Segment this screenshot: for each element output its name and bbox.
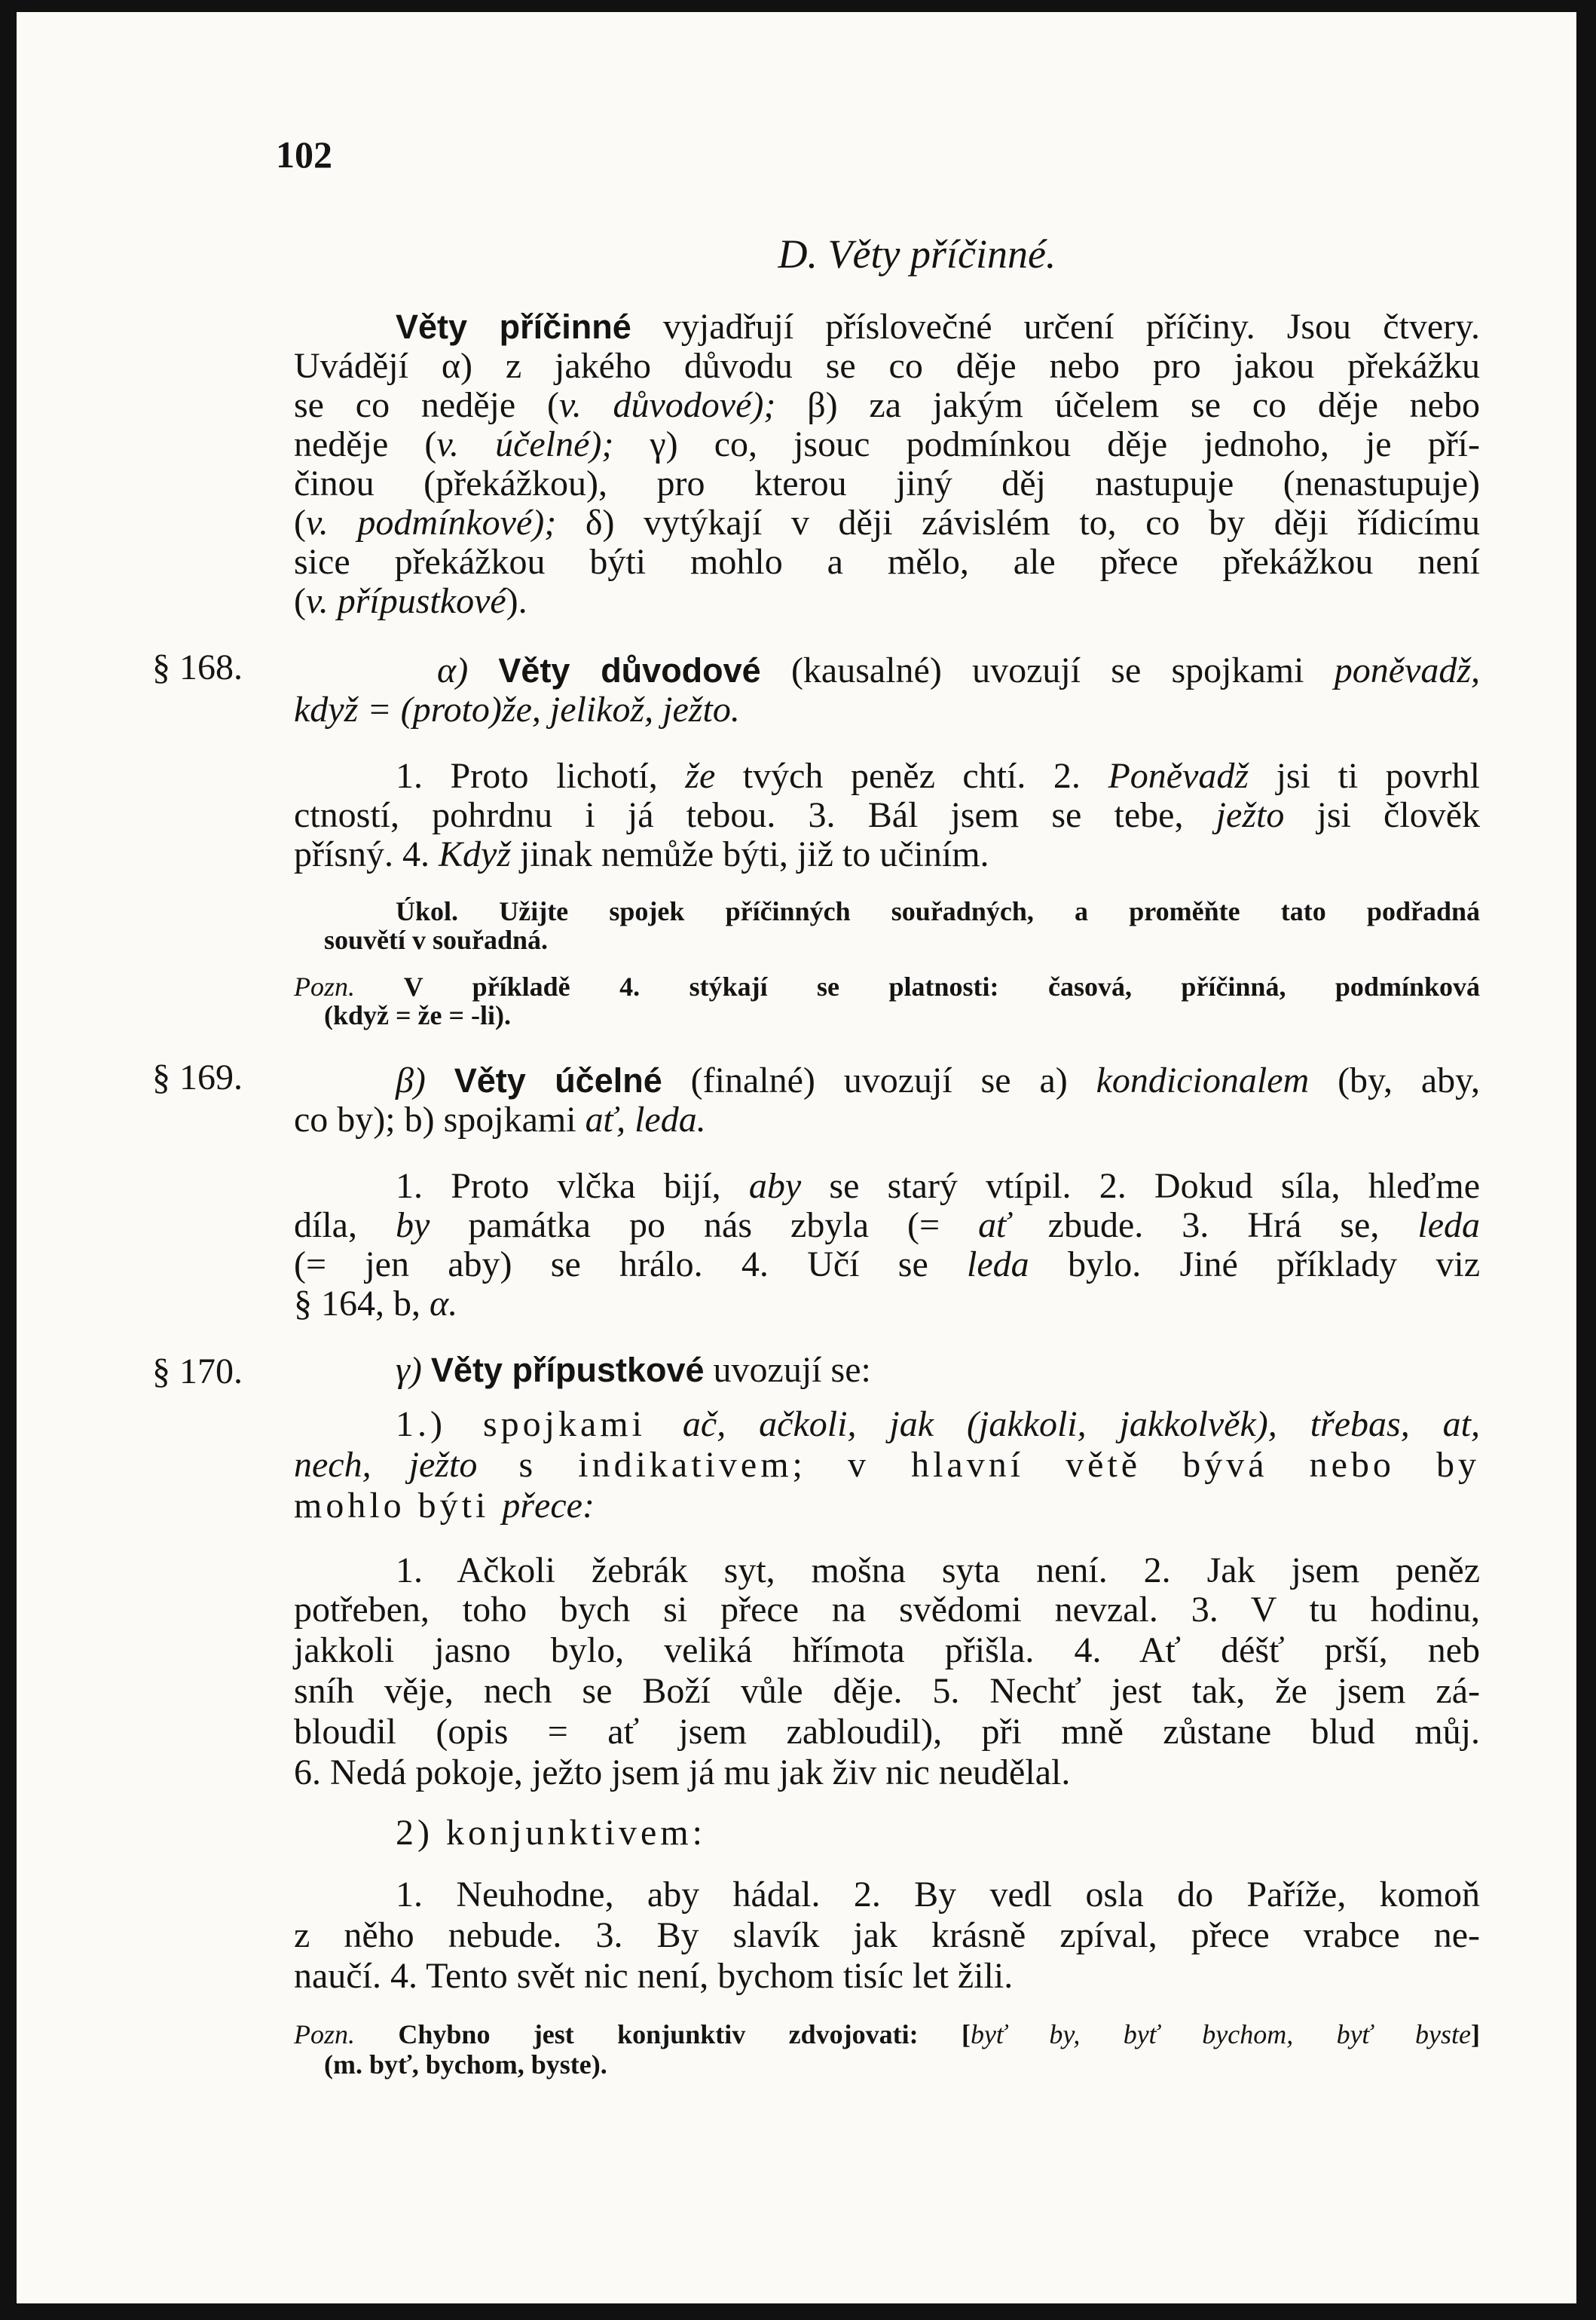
- bold-term: Věty příčinné: [396, 308, 631, 346]
- s168-line: α) Věty důvodové (kausalné) uvozují se spojkami poněvadž,: [437, 650, 1480, 690]
- intro-line: neděje (v. účelné); γ) co, jsouc podmínkou děje jednoho, je pří-: [294, 424, 1480, 464]
- bold-term: Věty účelné: [454, 1061, 662, 1100]
- intro-line: činou (překážkou), pro kterou jiný děj nastupuje (nenastupuje): [294, 464, 1480, 503]
- s170-example: z něho nebude. 3. By slavík jak krásně zpíval, přece vrabce ne-: [294, 1915, 1480, 1955]
- remark-note: Pozn. V příkladě 4. stýkají se platnosti: časová, příčinná, podmínková: [294, 972, 1480, 1002]
- s168-example: 1. Proto lichotí, že tvých peněz chtí. 2. Poněvadž jsi ti povrhl: [396, 756, 1481, 796]
- intro-line: Věty příčinné vyjadřují příslovečné určení příčiny. Jsou čtvery.: [396, 307, 1481, 347]
- s170-example: potřeben, toho bych si přece na svědomi nevzal. 3. V tu hodinu,: [294, 1590, 1480, 1630]
- paragraph-mark-168: § 168.: [152, 647, 243, 687]
- task-note: souvětí v souřadná.: [324, 925, 549, 955]
- s170-line: nech, ježto s indikativem; v hlavní větě bývá nebo by: [294, 1445, 1481, 1485]
- intro-line: sice překážkou býti mohlo a mělo, ale přece překážkou není: [294, 542, 1480, 582]
- s170-line: mohlo býti přece:: [294, 1486, 595, 1526]
- s170-example: 1. Ačkoli žebrák syt, mošna syta není. 2. Jak jsem peněz: [396, 1550, 1480, 1590]
- bold-term: Věty přípustkové: [430, 1351, 705, 1389]
- paragraph-mark-169: § 169.: [152, 1057, 243, 1097]
- s170-example: jakkoli jasno bylo, veliká hřímota přišla. 4. Ať déšť prší, neb: [294, 1630, 1480, 1670]
- s169-example: § 164, b, α.: [294, 1284, 458, 1324]
- s169-example: (= jen aby) se hrálo. 4. Učí se leda bylo. Jiné příklady viz: [294, 1244, 1480, 1284]
- s169-line: β) Věty účelné (finalné) uvozují se a) kondicionalem (by, aby,: [396, 1061, 1481, 1100]
- s170-example: bloudil (opis = ať jsem zabloudil), při mně zůstane blud můj.: [294, 1712, 1480, 1752]
- s170-line: 1.) spojkami ač, ačkoli, jak (jakkoli, jakkolvěk), třebas, at,: [396, 1404, 1481, 1444]
- s170-example: sníh věje, nech se Boží vůle děje. 5. Nechť jest tak, že jsem zá-: [294, 1671, 1480, 1711]
- intro-line: se co neděje (v. důvodové); β) za jakým účelem se co děje nebo: [294, 385, 1480, 425]
- remark-note: (m. byť, bychom, byste).: [324, 2049, 607, 2080]
- s170-line: γ) Věty přípustkové uvozují se:: [396, 1350, 871, 1390]
- task-note: Úkol. Užijte spojek příčinných souřadných, a proměňte tato podřadná: [396, 896, 1480, 926]
- s170-example: naučí. 4. Tento svět nic není, bychom tisíc let žili.: [294, 1956, 1014, 1996]
- section-title: D. Věty příčinné.: [778, 231, 1056, 277]
- bold-term: Věty důvodové: [498, 651, 761, 690]
- s169-example: díla, by památka po nás zbyla (= ať zbude. 3. Hrá se, leda: [294, 1205, 1480, 1245]
- s168-line: když = (proto)že, jelikož, ježto.: [294, 690, 740, 730]
- intro-line: (v. přípustkové).: [294, 581, 527, 621]
- book-page: [17, 12, 1576, 2303]
- remark-note: (když = že = -li).: [324, 1000, 511, 1030]
- page-number: 102: [276, 133, 332, 176]
- remark-note: Pozn. Chybno jest konjunktiv zdvojovati: [byť by, byť bychom, byť byste]: [294, 2019, 1480, 2049]
- s169-line: co by); b) spojkami ať, leda.: [294, 1100, 706, 1140]
- intro-line: (v. podmínkové); δ) vytýkají v ději závislém to, co by ději řídicímu: [294, 503, 1480, 543]
- s170-line: 2) konjunktivem:: [396, 1813, 706, 1853]
- s170-example: 1. Neuhodne, aby hádal. 2. By vedl osla do Paříže, komoň: [396, 1875, 1480, 1914]
- paragraph-mark-170: § 170.: [152, 1351, 243, 1391]
- s170-example: 6. Nedá pokoje, ježto jsem já mu jak živ nic neudělal.: [294, 1752, 1071, 1792]
- s168-example: ctností, pohrdnu i já tebou. 3. Bál jsem se tebe, ježto jsi člověk: [294, 795, 1480, 835]
- s168-example: přísný. 4. Když jinak nemůže býti, již to učiním.: [294, 834, 989, 874]
- intro-line: Uvádějí α) z jakého důvodu se co děje nebo pro jakou překážku: [294, 346, 1480, 386]
- s169-example: 1. Proto vlčka bijí, aby se starý vtípil. 2. Dokud síla, hleďme: [396, 1166, 1481, 1206]
